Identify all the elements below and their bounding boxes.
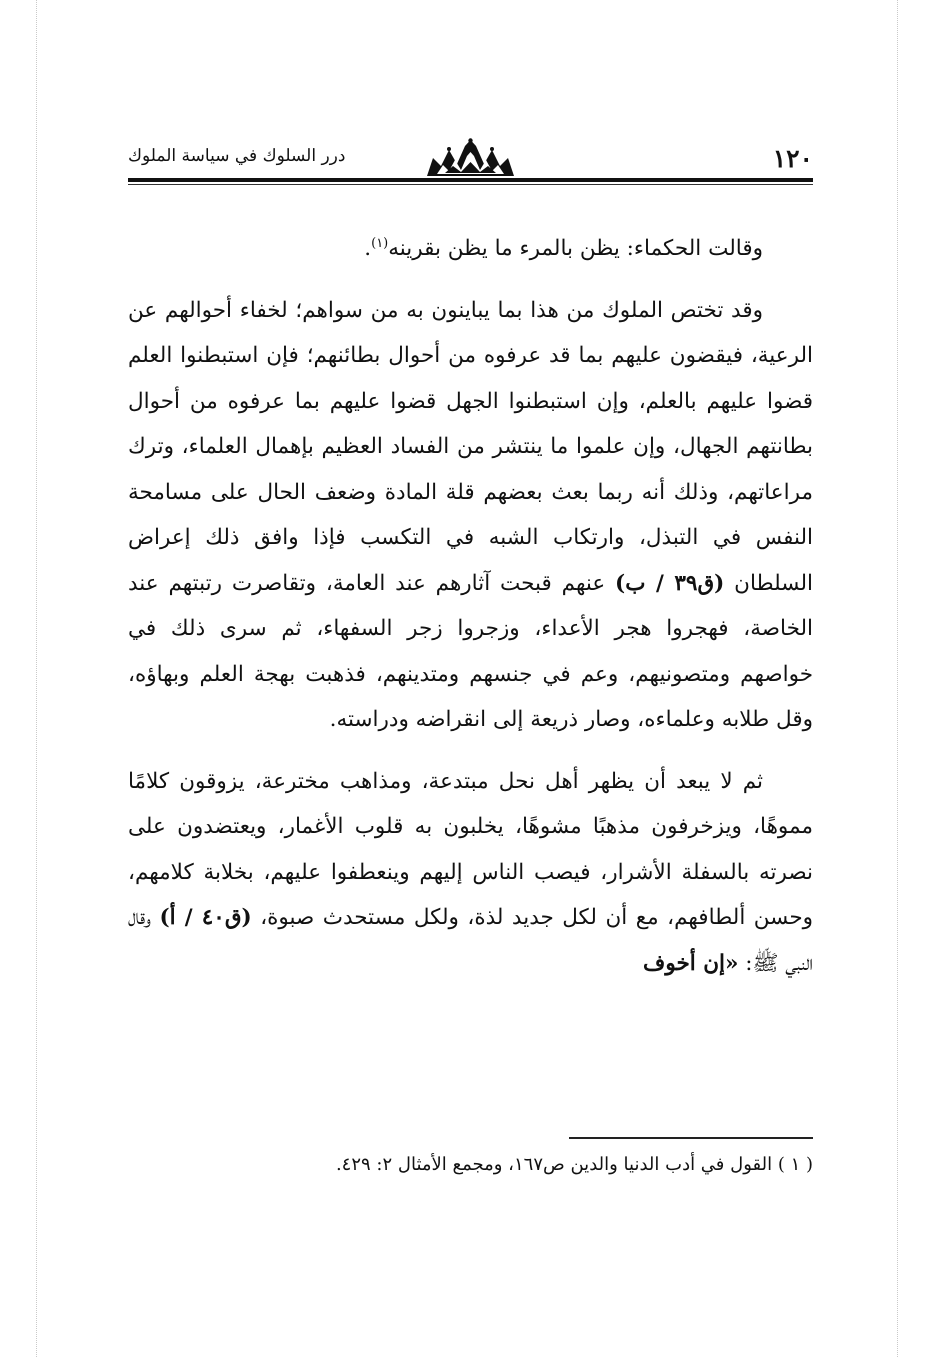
manuscript-folio-ref-2: (ق٤٠ / أ) [159,905,252,930]
running-title: درر السلوك في سياسة الملوك [128,146,346,166]
paragraph-2 [128,288,813,743]
manuscript-folio-ref: (ق٣٩ / ب) [615,570,725,596]
hadith-quote-start: «إن أخوف [643,950,739,976]
main-text [128,226,813,986]
footnote [128,1150,813,1180]
paragraph-2-text-b: عنهم قبحت آثارهم عند العامة، وتقاصرت رتبتهم عند الخاصة، فهجروا هجر الأعداء، وزجروا زجر السفهاء، ثم سرى ذلك في خواصهم ومتصونيهم، وعم في جنسهم ومتدينهم، فذهبت بهجة العلم وبهاؤه، وقل طلابه وعلماءه، وصار ذريعة إلى انقراضه ودراسته. [128,570,813,732]
crown-ornament-icon [423,138,518,178]
paragraph-3-text-a: ثم لا يبعد أن يظهر أهل نحل مبتدعة، ومذاهب مخترعة، يزوقون كلامًا مموهًا، ويزخرفون مذهبًا مشوهًا، يخلبون به قلوب الأغمار، ويعتضدون على نصرته بالسفلة الأشرار، فيصب الناس إليهم وينعطفوا عليهم، بخلابة كلامهم، وحسن ألطافهم، مع أن لكل جديد لذة، ولكل مستحدث صبوة، [128,768,814,930]
paragraph-3-text-b: وقال النبي ﷺ: [128,905,813,976]
page-number: ١٢٠ [772,144,813,173]
header-rule-thin [128,184,813,185]
scan-edge-left [36,0,38,1357]
scan-edge-right [897,0,899,1357]
paragraph-1-end: . [364,236,372,261]
paragraph-3 [128,759,813,987]
footnote-separator [569,1137,813,1139]
header-rule [128,178,813,182]
footnote-text: ( ١ ) القول في أدب الدنيا والدين ص١٦٧، ومجمع الأمثال ٢: ٤٢٩. [335,1154,813,1175]
paragraph-1-text: وقالت الحكماء: يظن بالمرء ما يظن بقرينه [388,236,763,261]
paragraph-2-text-a: وقد تختص الملوك من هذا بما يباينون به من سواهم؛ لخفاء أحوالهم عن الرعية، فيقضون عليهم بما قد عرفوه من أحوال بطائنهم؛ فإن استبطنوا العلم قضوا عليهم بالعلم، وإن استبطنوا الجهل قضوا عليهم بما عرفوه من أحوال بطانتهم الجهال، وإن علموا ما ينتشر من الفساد العظيم بإهمال العلماء، وترك مراعاتهم، وذلك أنه ربما بعث بعضهم قلة المادة وضعف الحال على مسامحة النفس في التبذل، وارتكاب الشبه في التكسب فإذا وافق ذلك إعراض السلطان [128,297,813,596]
page-header [128,138,813,188]
paragraph-1 [128,226,813,272]
footnote-marker: (١) [371,235,389,251]
